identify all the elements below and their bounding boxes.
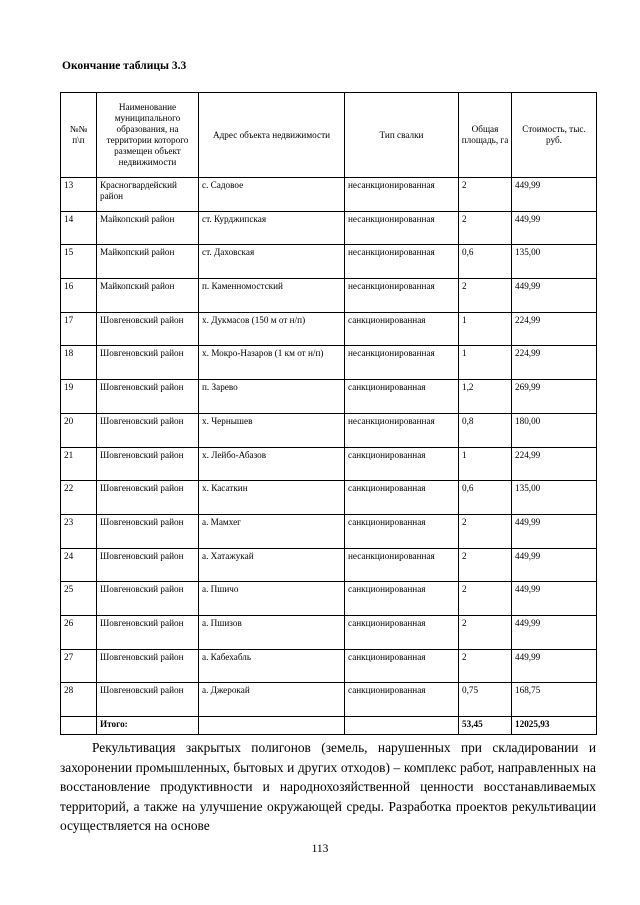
cell-cost: 449,99 [512,178,597,212]
table-header-row [61,93,597,178]
cell-municipality: Шовгеновский район [97,683,199,717]
cell-area: 2 [459,178,512,212]
cell-address: с. Садовое [199,178,345,212]
header-number: №№ п\п [61,93,97,178]
table-row [61,245,597,279]
cell-landfill-type: несанкционированная [345,413,459,447]
cell-landfill-type: несанкционированная [345,548,459,582]
table-row [61,481,597,515]
cell-number: 21 [61,447,97,481]
cell-address: а. Пшичо [199,582,345,616]
cell-area: 0,6 [459,481,512,515]
cell-area: 2 [459,615,512,649]
cell-landfill-type: санкционированная [345,514,459,548]
cell-area: 2 [459,548,512,582]
table-row [61,582,597,616]
cell-area: 2 [459,514,512,548]
header-cost: Стоимость, тыс. руб. [512,93,597,178]
cell-address: х. Дукмасов (150 м от н/п) [199,312,345,346]
cell-cost: 135,00 [512,245,597,279]
cell-landfill-type: несанкционированная [345,245,459,279]
cell-cost: 449,99 [512,615,597,649]
cell-cost: 449,99 [512,279,597,313]
cell-area: 1,2 [459,380,512,414]
cell-address: х. Чернышев [199,413,345,447]
cell-landfill-type: санкционированная [345,312,459,346]
header-address: Адрес объекта недвижимости [199,93,345,178]
table-row [61,548,597,582]
cell-number: 22 [61,481,97,515]
cell-area: 2 [459,279,512,313]
cell-municipality: Шовгеновский район [97,514,199,548]
cell-cost: 224,99 [512,346,597,380]
cell-cost: 449,99 [512,582,597,616]
page-number: 113 [311,843,329,855]
table-row [61,514,597,548]
cell-address: а. Джерокай [199,683,345,717]
table-caption: Окончание таблицы 3.3 [62,60,187,72]
table-row [61,279,597,313]
cell-area: 0,8 [459,413,512,447]
cell-number: 23 [61,514,97,548]
cell-number: 26 [61,615,97,649]
cell-area: 0,6 [459,245,512,279]
table-row [61,346,597,380]
cell-municipality: Шовгеновский район [97,447,199,481]
cell-number: 18 [61,346,97,380]
table-row [61,615,597,649]
cell-area: 2 [459,649,512,683]
cell-area: 1 [459,346,512,380]
cell-cost: 269,99 [512,380,597,414]
cell-cost: 224,99 [512,312,597,346]
table-row [61,683,597,717]
cell-address: а. Пшизов [199,615,345,649]
cell-area: 1 [459,447,512,481]
cell-number: 17 [61,312,97,346]
cell-area: 2 [459,582,512,616]
cell-number: 14 [61,211,97,245]
cell-number: 25 [61,582,97,616]
cell-landfill-type: санкционированная [345,481,459,515]
cell-area: 0,75 [459,683,512,717]
cell-municipality: Красногвардейский район [97,178,199,212]
cell-address: п. Зарево [199,380,345,414]
cell-number: 13 [61,178,97,212]
cell-address: а. Мамхег [199,514,345,548]
cell-empty [199,717,345,735]
header-landfill-type: Тип свалки [345,93,459,178]
header-area: Общая площадь, га [459,93,512,178]
table-row [61,447,597,481]
cell-address: а. Кабехабль [199,649,345,683]
cell-cost: 449,99 [512,649,597,683]
landfill-table [60,92,597,735]
cell-municipality: Шовгеновский район [97,582,199,616]
cell-number: 16 [61,279,97,313]
cell-empty [61,717,97,735]
cell-number: 20 [61,413,97,447]
cell-landfill-type: санкционированная [345,582,459,616]
body-paragraph: Рекультивация закрытых полигонов (земель, нарушенных при складировании и захоронении промышленных, бытовых и других отходов) – комплекс работ, направленных на восстановление продуктивности и народнохозяйственной ценности восстанавливаемых территорий, а также на улучшение окружающей среды. Разработка проектов рекультивации осуществляется на основе [60,740,596,834]
cell-municipality: Шовгеновский район [97,548,199,582]
cell-landfill-type: санкционированная [345,615,459,649]
cell-cost: 449,99 [512,548,597,582]
cell-municipality: Майкопский район [97,245,199,279]
cell-landfill-type: несанкционированная [345,211,459,245]
cell-cost: 224,99 [512,447,597,481]
table-row [61,649,597,683]
cell-landfill-type: санкционированная [345,683,459,717]
cell-municipality: Шовгеновский район [97,380,199,414]
cell-cost: 449,99 [512,514,597,548]
cell-address: ст. Даховская [199,245,345,279]
table-row [61,380,597,414]
cell-cost: 449,99 [512,211,597,245]
cell-municipality: Майкопский район [97,211,199,245]
table-row [61,178,597,212]
cell-address: п. Каменномостский [199,279,345,313]
cell-landfill-type: санкционированная [345,649,459,683]
total-label: Итого: [97,717,199,735]
cell-address: ст. Курджипская [199,211,345,245]
cell-address: а. Хатажукай [199,548,345,582]
cell-number: 15 [61,245,97,279]
cell-municipality: Шовгеновский район [97,346,199,380]
cell-municipality: Майкопский район [97,279,199,313]
table-row [61,413,597,447]
cell-municipality: Шовгеновский район [97,413,199,447]
header-municipality: Наименование муниципального образования, на территории которого размещен объект недвижимости [97,93,199,178]
cell-municipality: Шовгеновский район [97,312,199,346]
table-row [61,211,597,245]
cell-number: 27 [61,649,97,683]
cell-municipality: Шовгеновский район [97,649,199,683]
total-area: 53,45 [459,717,512,735]
cell-municipality: Шовгеновский район [97,481,199,515]
cell-landfill-type: несанкционированная [345,279,459,313]
cell-cost: 180,00 [512,413,597,447]
total-cost: 12025,93 [512,717,597,735]
cell-number: 19 [61,380,97,414]
cell-address: х. Касаткин [199,481,345,515]
cell-area: 1 [459,312,512,346]
cell-cost: 168,75 [512,683,597,717]
cell-landfill-type: санкционированная [345,447,459,481]
cell-landfill-type: санкционированная [345,380,459,414]
table-row [61,312,597,346]
cell-number: 24 [61,548,97,582]
cell-empty [345,717,459,735]
cell-landfill-type: несанкционированная [345,178,459,212]
cell-landfill-type: несанкционированная [345,346,459,380]
cell-number: 28 [61,683,97,717]
cell-cost: 135,00 [512,481,597,515]
cell-area: 2 [459,211,512,245]
cell-municipality: Шовгеновский район [97,615,199,649]
cell-address: х. Лейбо-Абазов [199,447,345,481]
cell-address: х. Мокро-Назаров (1 км от н/п) [199,346,345,380]
table-total-row [61,717,597,735]
